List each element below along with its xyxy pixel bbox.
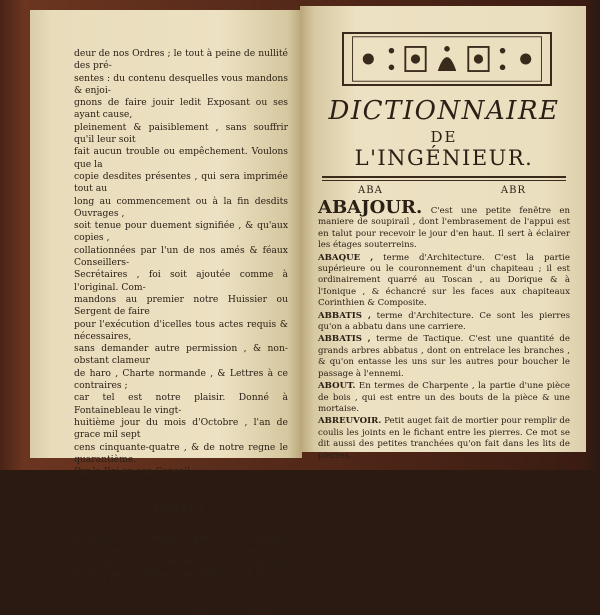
registration-note: Registré sur le Registre XIII. de la Chambre Royale des Libraires & Imprimeurs de Paris , N°. 429. fol. 374. conformément aux anciens Réglemens , confirmés par l'Edit du 28 Février 1723. A Paris le 5 Novembre 1754. (74, 534, 288, 590)
headpiece-ornament (342, 32, 552, 86)
title-line-2: DE (430, 128, 458, 146)
text-line: pour l'exécution d'icelles tous actes requis & nécessaires, (74, 318, 288, 342)
privilege-text (74, 48, 288, 478)
text-line: long au commencement ou à la fin desdits Ouvrages , (74, 195, 288, 219)
text-line: Par le Roi en son Conseil. (74, 466, 193, 478)
text-line: car tel est notre plaisir. Donné à Fontainebleau le vingt- (74, 392, 288, 416)
running-head-left: ABA (358, 185, 383, 196)
entry-headword: ABAJOUR. (318, 197, 423, 218)
entry (318, 311, 570, 334)
entry-headword: ABOUT. (318, 381, 356, 392)
dictionary-entries (318, 197, 571, 462)
text-line: sans demander autre permission , & non-obstant clameur (74, 343, 288, 367)
text-line: de haro , Charte normande , & Lettres à ce contraires ; (74, 367, 288, 392)
text-line: copie desdites présentes , qui sera imprimée tout au (74, 170, 288, 195)
entry (318, 253, 570, 310)
entry-headword: ABBATIS , (318, 334, 371, 345)
entry-headword: ABAQUE , (318, 252, 374, 263)
entry-text: terme de Tactique. C'est une quantité de grands arbres abbatus , dont on entrelace les branches , & qu'on entasse les uns sur les autres pour boucher le passage à l'ennemi. (318, 334, 571, 379)
entry-text: C'est une petite fenêtre en maniere de soupirail , dont l'embrasement de l'appui est en talut pour recevoir le jour d'en haut. Il sert à éclairer les étages souterreins. (318, 206, 570, 251)
text-line: pleinement & paisiblement , sans souffrir qu'il leur soit (74, 121, 288, 146)
entry-headword: ABREUVOIR. (318, 416, 382, 427)
entry-text: terme d'Architecture. Ce sont les pierres qu'on a abbatu dans une carriere. (318, 310, 570, 333)
entry (318, 197, 570, 252)
text-line: sentes : du contenu desquelles vous mandons & enjoi- (74, 72, 288, 96)
entry-text: En termes de Charpente , la partie d'une pièce de bois , qui est entre un des bouts de la pièce & une mortaise. (318, 381, 570, 414)
printer-name: PERRIN. (154, 504, 208, 517)
text-line: collationnées par l'un de nos amés & féaux Conseillers- (74, 244, 288, 269)
title-line-1: DICTIONNAIRE (328, 96, 560, 126)
signature-mark: A (555, 463, 564, 478)
entry-text: terme d'Architecture. C'est la partie supérieure ou le couronnement d'un chapiteau ; il est ordinairement quarré au Toscan , au Dorique & à l'Ionique , & échancré sur les faces aux chapiteaux Corinthien & Composite. (318, 252, 570, 309)
running-heads (318, 181, 570, 196)
text-line: cens cinquante-quatre , & de notre regne le quarantième. (74, 441, 288, 465)
entry-headword: ABBATIS , (318, 310, 371, 321)
text-line: soit tenue pour duement signifiée , & qu'aux copies , (74, 220, 288, 244)
text-line: mandons au premier notre Huissier ou Sergent de faire (74, 293, 288, 318)
text-line: Secrétaires , foi soit ajoutée comme à l'original. Com- (74, 269, 288, 293)
text-line: fait aucun trouble ou empêchement. Voulons que la (74, 146, 288, 170)
entry (318, 334, 570, 380)
right-page (300, 6, 586, 478)
left-page (30, 10, 302, 615)
title-line-3: L'INGÉNIEUR. (354, 146, 534, 170)
text-line: huitième jour du mois d'Octobre , l'an de grace mil sept (74, 416, 288, 441)
text-line: deur de nos Ordres ; le tout à peine de nullité des pré- (74, 48, 288, 72)
text-line: gnons de faire jouir ledit Exposant ou ses ayant cause, (74, 97, 288, 121)
running-head-right: ABR (500, 185, 526, 196)
entry (318, 416, 570, 462)
entry-text: Petit auget fait de mortier pour remplir de coulis les joints en le fichant entre les pierres. Ce mot se dit aussi des petites tranchées qu'on fait dans les lits de pierres. (318, 416, 570, 461)
entry (318, 381, 570, 415)
syndic-signature: DIDOT , Syndic. (192, 604, 282, 615)
